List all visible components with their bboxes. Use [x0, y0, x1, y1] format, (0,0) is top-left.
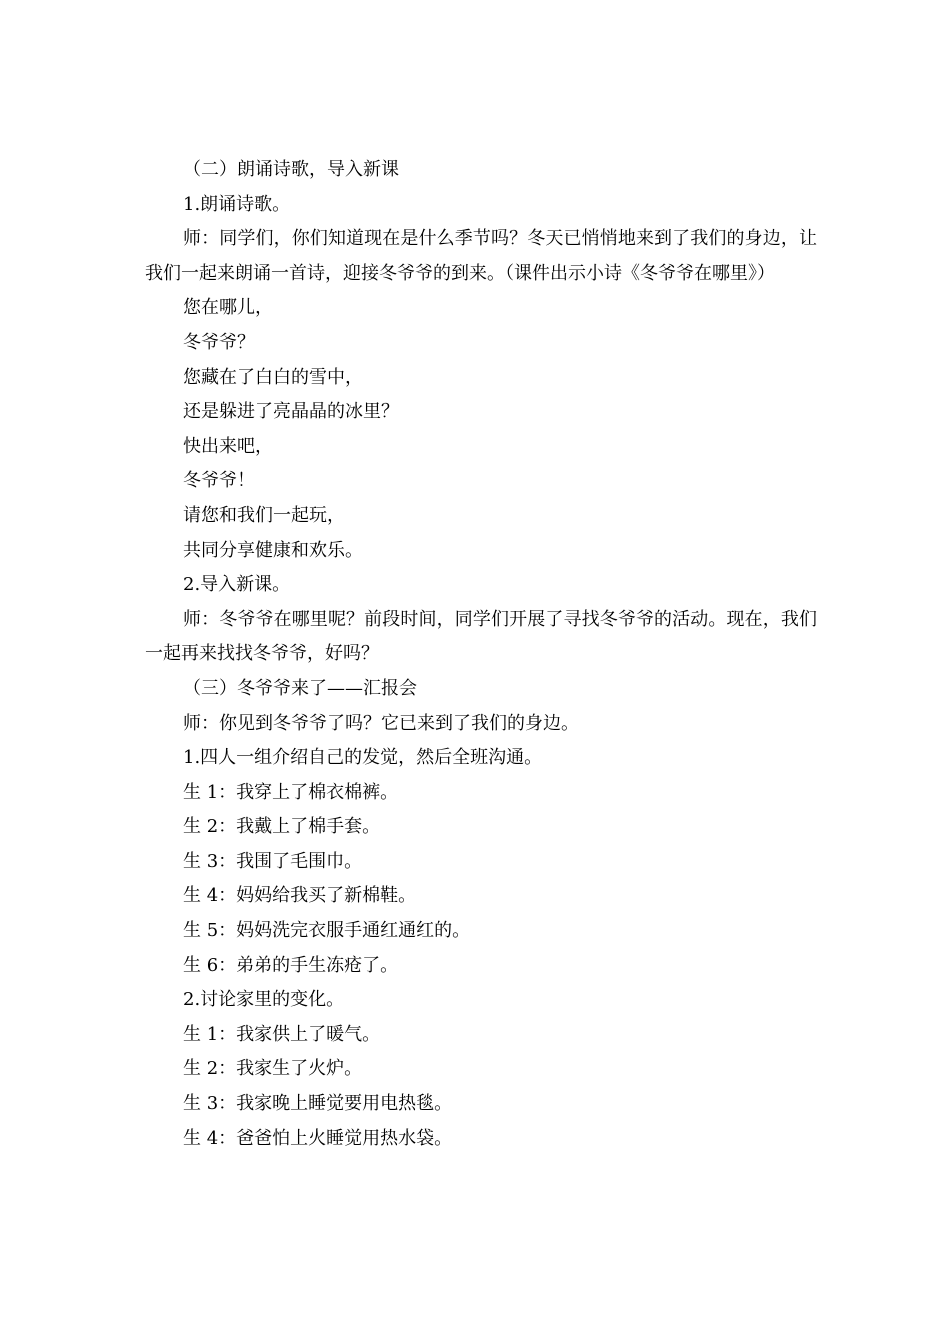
- poem-line: 请您和我们一起玩，: [183, 504, 345, 526]
- student-line: 生 4：爸爸怕上火睡觉用热水袋。: [183, 1127, 453, 1149]
- student-line: 生 3：我家晚上睡觉要用电热毯。: [183, 1093, 453, 1115]
- section-heading: （三）冬爷爷来了——汇报会: [183, 677, 417, 699]
- document-body: [145, 153, 817, 1156]
- student-line: 生 2：我戴上了棉手套。: [183, 816, 381, 838]
- student-line: 生 1：我穿上了棉衣棉裤。: [183, 781, 399, 803]
- subheading: 1.四人一组介绍自己的发觉，然后全班沟通。: [183, 747, 543, 769]
- student-line: 生 6：弟弟的手生冻疮了。: [183, 954, 399, 976]
- poem-line: 冬爷爷？: [183, 331, 255, 353]
- poem-line: 还是躲进了亮晶晶的冰里？: [183, 401, 399, 423]
- student-line: 生 4：妈妈给我买了新棉鞋。: [183, 885, 417, 907]
- poem-line: 您在哪儿，: [183, 297, 273, 319]
- student-line: 生 3：我围了毛围巾。: [183, 850, 363, 872]
- subheading: 1.朗诵诗歌。: [183, 193, 291, 215]
- poem-line: 快出来吧，: [183, 435, 273, 457]
- poem-line: 共同分享健康和欢乐。: [183, 539, 363, 561]
- teacher-paragraph: 师：冬爷爷在哪里呢？前段时间，同学们开展了寻找冬爷爷的活动。现在，我们一起再来找找冬爷爷，好吗？: [145, 608, 817, 665]
- poem-line: 您藏在了白白的雪中，: [183, 366, 363, 388]
- subheading: 2.导入新课。: [183, 574, 291, 596]
- student-line: 生 1：我家供上了暖气。: [183, 1023, 381, 1045]
- teacher-paragraph: 师：你见到冬爷爷了吗？它已来到了我们的身边。: [183, 712, 579, 734]
- teacher-paragraph: 师：同学们，你们知道现在是什么季节吗？冬天已悄悄地来到了我们的身边，让我们一起来朗诵一首诗，迎接冬爷爷的到来。（课件出示小诗《冬爷爷在哪里》）: [145, 228, 817, 284]
- subheading: 2.讨论家里的变化。: [183, 989, 345, 1011]
- section-heading: （二）朗诵诗歌，导入新课: [183, 159, 399, 180]
- poem-line: 冬爷爷！: [183, 470, 255, 492]
- student-line: 生 5：妈妈洗完衣服手通红通红的。: [183, 920, 471, 942]
- student-line: 生 2：我家生了火炉。: [183, 1058, 363, 1080]
